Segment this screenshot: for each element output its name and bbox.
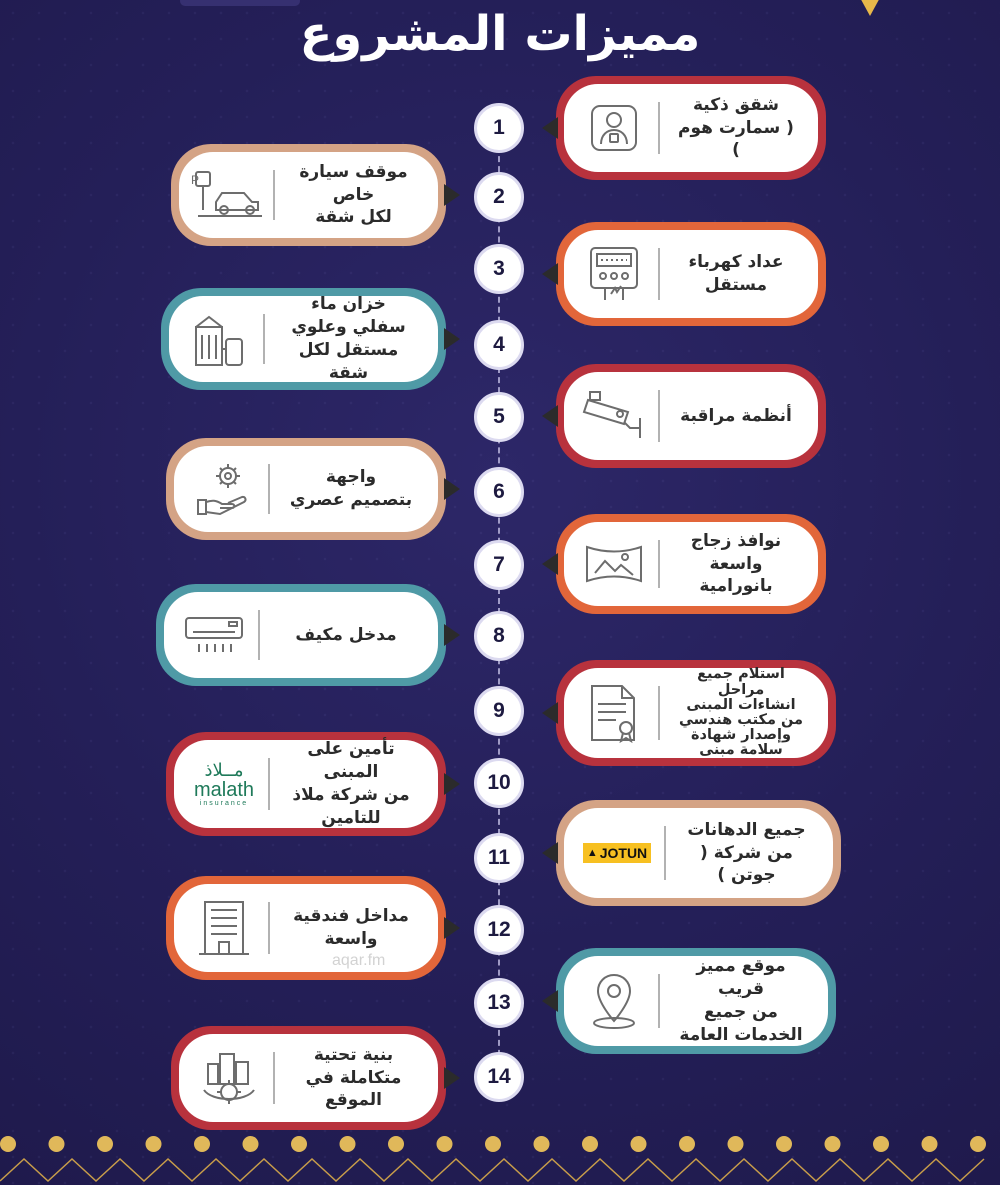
feature-text-line: موقف سيارة خاص: [299, 161, 408, 205]
feature-divider: [268, 464, 270, 514]
gold-dot: [582, 1136, 598, 1152]
feature-text: [272, 624, 420, 647]
electric-meter-icon: [582, 242, 646, 306]
svg-text:P: P: [190, 173, 199, 187]
feature-card-4: [161, 288, 446, 390]
gold-dot: [437, 1136, 453, 1152]
card-pointer: [542, 553, 558, 575]
gold-dot: [728, 1136, 744, 1152]
gold-dot: [388, 1136, 404, 1152]
card-pointer: [542, 842, 558, 864]
feature-text-line: خزان ماء: [311, 294, 386, 315]
feature-card-2: [171, 144, 446, 246]
card-pointer: [542, 405, 558, 427]
feature-card-7: [556, 514, 826, 614]
gold-dot: [485, 1136, 501, 1152]
step-number-1: 1: [474, 103, 524, 153]
card-pointer: [444, 773, 460, 795]
feature-text-line: استلام جميع مراحل: [697, 666, 785, 698]
feature-text-line: انشاءات المبنى: [686, 696, 796, 713]
step-number-8: 8: [474, 611, 524, 661]
step-number-12: 12: [474, 905, 524, 955]
feature-card-body: [564, 668, 828, 758]
feature-text-line: شقق ذكية: [692, 94, 780, 115]
feature-card-12: [166, 876, 446, 980]
step-number-3: 3: [474, 244, 524, 294]
feature-text-line: متكاملة في الموقع: [305, 1067, 402, 1111]
feature-text-line: وإصدار شهادة: [690, 727, 791, 744]
security-camera-icon: [582, 384, 646, 448]
feature-divider: [268, 902, 270, 954]
feature-text-line: الخدمات العامة: [679, 1024, 803, 1045]
jotun-logo-text: JOTUN: [599, 845, 648, 861]
feature-card-body: [564, 372, 818, 460]
feature-divider: [273, 1052, 275, 1104]
feature-divider: [273, 170, 275, 220]
feature-text-line: جميع الدهانات: [687, 819, 806, 840]
feature-text: [672, 667, 810, 758]
feature-text: [672, 530, 800, 599]
certificate-document-icon: [582, 681, 646, 745]
gold-dot: [679, 1136, 695, 1152]
feature-card-body: [564, 84, 818, 172]
feature-text-line: بنية تحتية: [313, 1044, 394, 1065]
feature-divider: [658, 102, 660, 154]
gold-dot: [194, 1136, 210, 1152]
gold-dot: [534, 1136, 550, 1152]
gold-dot: [776, 1136, 792, 1152]
gold-dot: [146, 1136, 162, 1152]
feature-card-1: [556, 76, 826, 180]
feature-card-body: [564, 230, 818, 318]
feature-card-11: [556, 800, 841, 906]
step-number-9: 9: [474, 686, 524, 736]
card-pointer: [444, 184, 460, 206]
card-pointer: [542, 702, 558, 724]
card-pointer: [444, 328, 460, 350]
feature-text-line: من مكتب هندسي: [678, 712, 804, 728]
card-pointer: [542, 117, 558, 139]
step-number-14: 14: [474, 1052, 524, 1102]
page-title: مميزات المشروع: [299, 6, 701, 62]
malath-logo-sub: insurance: [199, 799, 249, 807]
feature-divider: [268, 758, 270, 810]
feature-card-body: [564, 956, 828, 1046]
zigzag-decoration: [0, 1155, 1000, 1185]
malath-logo-ar: مــلاذ: [204, 759, 244, 781]
feature-text: [672, 405, 800, 428]
feature-card-body: [169, 296, 438, 382]
smart-lock-person-icon: [582, 96, 646, 160]
city-infrastructure-icon: [197, 1046, 261, 1110]
step-number-7: 7: [474, 540, 524, 590]
feature-text-line: سفلي وعلوي: [291, 317, 406, 338]
feature-text-line: موقع مميز قريب: [696, 956, 786, 1000]
watermark: aqar.fm: [332, 952, 386, 969]
feature-text-line: واجهة: [325, 467, 377, 488]
gold-dot: [922, 1136, 938, 1152]
feature-divider: [658, 540, 660, 588]
feature-text-line: مداخل فندقية واسعة: [293, 906, 409, 949]
gold-dot: [873, 1136, 889, 1152]
feature-card-body: [174, 884, 438, 972]
feature-text: [672, 251, 800, 297]
feature-card-body: [179, 1034, 438, 1122]
feature-text-line: بتصميم عصري: [289, 490, 413, 510]
feature-divider: [658, 974, 660, 1028]
feature-divider: [658, 248, 660, 300]
feature-card-body: [174, 446, 438, 532]
feature-text: [282, 905, 420, 951]
feature-card-8: [156, 584, 446, 686]
card-pointer: [542, 263, 558, 285]
feature-text-line: نوافذ زجاج: [690, 530, 782, 551]
feature-card-3: [556, 222, 826, 326]
card-pointer: [444, 1067, 460, 1089]
step-number-5: 5: [474, 392, 524, 442]
water-tank-icon: [187, 307, 251, 371]
feature-text: [277, 293, 420, 385]
feature-card-6: [166, 438, 446, 540]
gold-dot: [97, 1136, 113, 1152]
panorama-window-icon: [582, 532, 646, 596]
gold-dot: [0, 1136, 16, 1152]
card-pointer: [444, 624, 460, 646]
card-pointer: [444, 917, 460, 939]
gold-dot: [291, 1136, 307, 1152]
feature-text-line: من شركة ملاذ للتامين: [292, 785, 410, 828]
malath-logo: [192, 752, 256, 816]
step-number-4: 4: [474, 320, 524, 370]
gold-dot: [49, 1136, 65, 1152]
feature-text-line: مدخل مكيف: [295, 624, 397, 645]
air-conditioner-icon: [182, 603, 246, 667]
feature-text-line: من جميع: [704, 1002, 778, 1022]
feature-text-line: ( سمارت هوم ): [678, 117, 794, 161]
feature-text: [282, 738, 420, 830]
feature-text-line: واسعة بانورامية: [699, 553, 773, 597]
card-pointer: [444, 478, 460, 500]
feature-text-line: مستقل لكل شقة: [298, 340, 399, 383]
feature-text: [672, 955, 810, 1047]
feature-card-body: [179, 152, 438, 238]
hotel-building-icon: [192, 896, 256, 960]
feature-card-9: [556, 660, 836, 766]
feature-text: [287, 161, 420, 230]
feature-text: [672, 94, 800, 163]
feature-text: [282, 466, 420, 512]
feature-divider: [263, 314, 265, 364]
step-number-11: 11: [474, 833, 524, 883]
feature-divider: [258, 610, 260, 660]
feature-text-line: لكل شقة: [315, 207, 392, 228]
feature-card-14: [171, 1026, 446, 1130]
feature-divider: [658, 390, 660, 442]
step-number-2: 2: [474, 172, 524, 222]
feature-card-10: [166, 732, 446, 836]
feature-card-5: [556, 364, 826, 468]
card-pointer: [542, 990, 558, 1012]
malath-logo-text: malath: [193, 778, 255, 801]
location-pin-icon: [582, 969, 646, 1033]
feature-divider: [658, 686, 660, 740]
gold-dot: [631, 1136, 647, 1152]
feature-text: [678, 819, 815, 888]
feature-card-body: [164, 592, 438, 678]
feature-text-line: أنظمة مراقبة: [680, 405, 792, 426]
gold-dot: [825, 1136, 841, 1152]
feature-card-13: [556, 948, 836, 1054]
gold-dot: [340, 1136, 356, 1152]
feature-card-body: [174, 740, 438, 828]
feature-text-line: مستقل: [704, 275, 768, 295]
feature-card-body: [564, 808, 833, 898]
feature-text-line: سلامة مبنى: [699, 742, 783, 759]
jotun-logo: ▲ JOTUN: [582, 821, 652, 885]
gold-dot: [243, 1136, 259, 1152]
feature-card-body: [564, 522, 818, 606]
step-number-13: 13: [474, 978, 524, 1028]
parking-car-icon: [190, 163, 261, 227]
gold-dot: [970, 1136, 986, 1152]
hand-gear-icon: [192, 457, 256, 521]
feature-text-line: تأمين على المبنى: [307, 739, 395, 783]
feature-divider: [664, 826, 666, 880]
feature-text: [287, 1044, 420, 1113]
feature-text-line: من شركة ( جوتن ): [700, 842, 793, 886]
step-number-10: 10: [474, 758, 524, 808]
feature-text-line: عداد كهرباء: [688, 252, 784, 273]
step-number-6: 6: [474, 467, 524, 517]
